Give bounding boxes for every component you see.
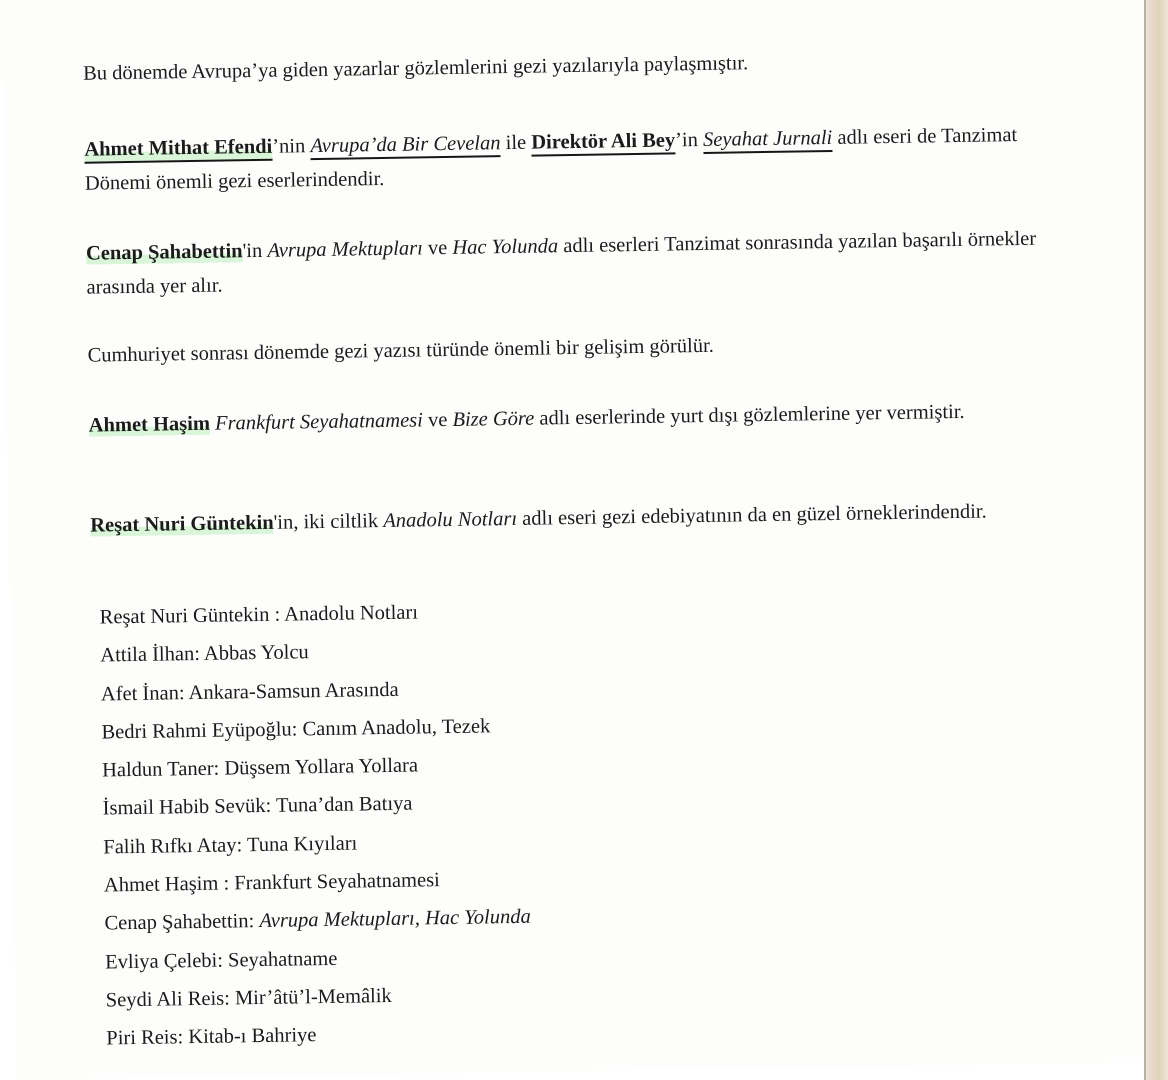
text-segment: ’in (674, 128, 704, 152)
list-item-works-italic: Avrupa Mektupları, Hac Yolunda (259, 906, 531, 933)
paragraph-resat-nuri (90, 493, 1070, 542)
text-segment: Anadolu Notları (383, 507, 518, 533)
text-segment: adlı eseri gezi edebiyatının da en güzel örneklerindendir. (516, 500, 987, 530)
text-segment: Ahmet Mithat Efendi (84, 136, 272, 164)
text-segment: Frankfurt Seyahatnamesi (214, 409, 424, 435)
page-edge-shadow (1144, 0, 1146, 1080)
text-segment: adlı eserlerinde yurt dışı gözlemlerine yer vermiştir. (534, 400, 965, 430)
text-segment: adlı eserleri Tanzimat sonrasında yazılan başarılı örnekler arasında yer alır. (86, 227, 1042, 299)
text-segment: Reşat Nuri Güntekin (90, 511, 274, 537)
list-item: Haldun Taner: Düşsem Yollara Yollara (101, 754, 419, 782)
text-segment: Avrupa Mektupları (267, 237, 423, 262)
text-segment: Avrupa’da Bir Cevelan (310, 132, 501, 160)
text-segment: Seyahat Jurnali (703, 127, 833, 154)
text-segment: ve (422, 236, 453, 260)
text-segment: ve (422, 408, 453, 432)
text-segment: ile (500, 131, 532, 155)
text-segment: Hac Yolunda (452, 235, 559, 259)
list-item: Piri Reis: Kitab-ı Bahriye (106, 1024, 317, 1050)
list-item: Bedri Rahmi Eyüpoğlu: Canım Anadolu, Tezek (101, 715, 491, 744)
paragraph-tanzimat-works (84, 117, 1065, 200)
text-segment: 'in, iki ciltlik (273, 510, 384, 534)
text-segment: Cumhuriyet sonrası dönemde gezi yazısı türünde önemli bir gelişim görülür. (87, 334, 714, 367)
text-segment: Bize Göre (452, 407, 535, 431)
text-segment: ’nin (272, 135, 311, 158)
text-segment: Cenap Şahabettin (85, 240, 243, 265)
list-item: Evliya Çelebi: Seyahatname (104, 947, 338, 974)
list-item (104, 898, 531, 943)
paragraph-republic-era (87, 323, 1067, 372)
text-segment: Direktör Ali Bey (531, 129, 675, 156)
list-item: Reşat Nuri Güntekin : Anadolu Notları (99, 601, 419, 629)
text-segment: Ahmet Haşim (88, 412, 211, 437)
list-item: Ahmet Haşim : Frankfurt Seyahatnamesi (103, 869, 440, 897)
text-segment: Bu dönemde Avrupa’ya giden yazarlar gözlemlerini gezi yazılarıyla paylaşmıştır. (82, 52, 749, 85)
paragraph-cenap-sahabettin (86, 221, 1067, 304)
list-item: Attila İlhan: Abbas Yolcu (100, 641, 309, 667)
list-item: İsmail Habib Sevük: Tuna’dan Batıya (102, 793, 413, 820)
text-segment: 'in (242, 239, 268, 263)
text-segment: adlı eseri de Tanzimat Dönemi önemli gezi eserlerindendir. (84, 123, 1023, 195)
list-item-author: Cenap Şahabettin: (104, 910, 260, 935)
list-item: Afet İnan: Ankara-Samsun Arasında (100, 678, 399, 706)
list-item: Seydi Ali Reis: Mir’âtü’l-Memâlik (105, 984, 392, 1012)
paragraph-ahmet-hasim (88, 393, 1068, 442)
list-item: Falih Rıfkı Atay: Tuna Kıyıları (103, 832, 358, 859)
page-edge-background (1144, 0, 1168, 1080)
paragraph-europe-travelers (83, 41, 1063, 90)
travel-works-list (99, 592, 532, 1058)
